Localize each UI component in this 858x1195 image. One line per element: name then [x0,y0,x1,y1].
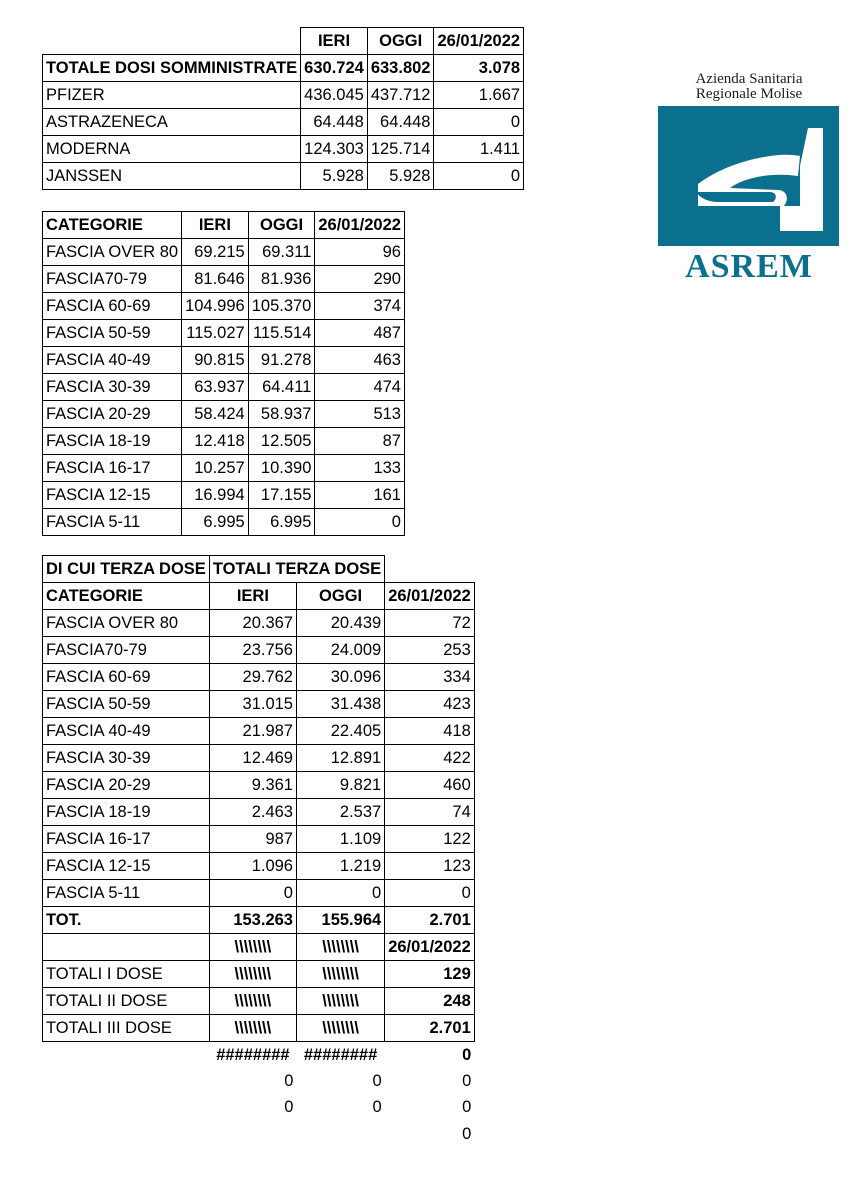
table-row [43,509,405,536]
overflow-cell: ######## [209,1042,296,1069]
header-date: 26/01/2022 [315,212,405,239]
cell-delta: 487 [315,320,405,347]
row-label: FASCIA 30-39 [43,745,210,772]
cell-ieri: 630.724 [301,55,368,82]
footer-row [43,1042,475,1069]
cell-ieri: 81.646 [182,266,249,293]
third-dose-title: DI CUI TERZA DOSE [43,556,210,583]
header-date: 26/01/2022 [385,934,475,961]
table-row [43,239,405,266]
table-row [43,320,405,347]
footer-value: 0 [385,1042,475,1069]
cell-delta: 96 [315,239,405,266]
footer-row [43,1094,475,1120]
cell-oggi: 2.537 [296,799,384,826]
cell-ieri: 12.469 [209,745,296,772]
header-oggi: OGGI [296,583,384,610]
footer-value: 0 [372,1072,382,1091]
row-label: FASCIA 16-17 [43,455,182,482]
cell-oggi: 6.995 [248,509,315,536]
hatch-cell: \\\\\\\\ [296,961,384,988]
row-label: FASCIA 18-19 [43,428,182,455]
cell-delta: 334 [385,664,475,691]
cell-ieri: 21.987 [209,718,296,745]
table-header-row [43,583,475,610]
cell-delta: 129 [385,961,475,988]
row-label: TOTALE DOSI SOMMINISTRATE [43,55,301,82]
cell-delta: 460 [385,772,475,799]
cell-ieri: 90.815 [182,347,249,374]
table-row [43,988,475,1015]
third-dose-table [42,555,475,1147]
logo-wordmark: ASREM [685,248,813,285]
row-label: FASCIA70-79 [43,266,182,293]
row-label: FASCIA 18-19 [43,799,210,826]
table-row [43,664,475,691]
doses-by-age-table [42,211,405,536]
cell-delta: 74 [385,799,475,826]
cell-ieri: 10.257 [182,455,249,482]
table-header-row [43,212,405,239]
logo-emblem-icon [658,106,839,246]
total-row [43,907,475,934]
footer-value: 0 [462,1124,472,1143]
cell-oggi: 58.937 [248,401,315,428]
cell-ieri: 2.463 [209,799,296,826]
table-row [43,455,405,482]
hatch-cell: \\\\\\\\ [209,934,296,961]
table-title-row [43,556,475,583]
table-row [43,610,475,637]
header-date: 26/01/2022 [434,28,524,55]
cell-delta: 463 [315,347,405,374]
row-label: FASCIA 40-49 [43,718,210,745]
cell-ieri: 9.361 [209,772,296,799]
cell-ieri: 436.045 [301,82,368,109]
row-label: FASCIA70-79 [43,637,210,664]
cell-oggi: 1.219 [296,853,384,880]
header-oggi: OGGI [367,28,434,55]
cell-oggi: 5.928 [367,163,434,190]
cell-oggi: 105.370 [248,293,315,320]
footer-value: 0 [462,1072,472,1091]
cell-oggi: 12.505 [248,428,315,455]
table-row [43,745,475,772]
footer-value: 0 [284,1072,294,1091]
cell-delta: 87 [315,428,405,455]
cell-delta: 2.701 [385,1015,475,1042]
cell-delta: 513 [315,401,405,428]
group-header: TOTALI TERZA DOSE [209,556,384,583]
cell-oggi: 31.438 [296,691,384,718]
cell-oggi: 20.439 [296,610,384,637]
cell-delta: 0 [385,880,475,907]
cell-oggi: 17.155 [248,482,315,509]
table-row [43,109,524,136]
header-ieri: IERI [301,28,368,55]
cell-ieri: 987 [209,826,296,853]
cell-ieri: 115.027 [182,320,249,347]
cell-delta: 0 [434,163,524,190]
cell-ieri: 58.424 [182,401,249,428]
cell-oggi: 24.009 [296,637,384,664]
row-label: FASCIA OVER 80 [43,610,210,637]
cell-ieri: 23.756 [209,637,296,664]
cell-delta: 418 [385,718,475,745]
header-categorie: CATEGORIE [43,212,182,239]
row-label: FASCIA 5-11 [43,880,210,907]
cell-oggi: 9.821 [296,772,384,799]
hatch-cell: \\\\\\\\ [296,934,384,961]
footer-value: 0 [372,1098,382,1117]
table-row [43,961,475,988]
table-row [43,163,524,190]
header-cell-empty [43,28,301,55]
table-row [43,482,405,509]
cell-oggi: 30.096 [296,664,384,691]
total-delta: 2.701 [385,907,475,934]
header-ieri: IERI [209,583,296,610]
logo-line-1: Azienda Sanitaria [695,71,803,87]
row-label: FASCIA 30-39 [43,374,182,401]
row-label: FASCIA 50-59 [43,320,182,347]
cell-delta: 423 [385,691,475,718]
cell-delta: 133 [315,455,405,482]
hatch-cell: \\\\\\\\ [296,988,384,1015]
cell-ieri: 1.096 [209,853,296,880]
cell-oggi: 437.712 [367,82,434,109]
asrem-logo [656,72,842,286]
cell-delta: 422 [385,745,475,772]
table-row [43,880,475,907]
cell-ieri: 12.418 [182,428,249,455]
row-label: FASCIA 20-29 [43,772,210,799]
cell-oggi: 64.448 [367,109,434,136]
cell-oggi: 10.390 [248,455,315,482]
cell-delta: 3.078 [434,55,524,82]
cell-oggi: 633.802 [367,55,434,82]
footer-empty [43,1094,210,1120]
total-oggi: 155.964 [296,907,384,934]
table-row [43,266,405,293]
cell-ieri: 63.937 [182,374,249,401]
cell-ieri: 6.995 [182,509,249,536]
cell-ieri: 20.367 [209,610,296,637]
header-date: 26/01/2022 [385,583,475,610]
total-ieri: 153.263 [209,907,296,934]
table-row [43,799,475,826]
cell-oggi: 125.714 [367,136,434,163]
footer-row [43,1121,475,1147]
table-row [43,428,405,455]
cell-ieri: 104.996 [182,293,249,320]
dose-totals-header-row [43,934,475,961]
row-label: JANSSEN [43,163,301,190]
cell-delta: 248 [385,988,475,1015]
row-label: TOTALI III DOSE [43,1015,210,1042]
row-label: PFIZER [43,82,301,109]
footer-empty [43,1121,210,1147]
cell-ieri: 31.015 [209,691,296,718]
table-row [43,347,405,374]
cell-delta: 123 [385,853,475,880]
cell-oggi: 22.405 [296,718,384,745]
cell-ieri: 124.303 [301,136,368,163]
table-row [43,55,524,82]
row-label: FASCIA 16-17 [43,826,210,853]
table-row [43,718,475,745]
header-ieri: IERI [182,212,249,239]
cell-oggi: 115.514 [248,320,315,347]
cell-delta: 0 [434,109,524,136]
table-row [43,374,405,401]
cell-delta: 253 [385,637,475,664]
table-row [43,637,475,664]
row-label: FASCIA 20-29 [43,401,182,428]
cell-ieri: 16.994 [182,482,249,509]
hatch-cell: \\\\\\\\ [209,961,296,988]
table-row [43,826,475,853]
cell-ieri: 69.215 [182,239,249,266]
row-label: TOTALI I DOSE [43,961,210,988]
footer-empty [43,1042,210,1069]
footer-empty [43,1068,210,1094]
cell-ieri: 64.448 [301,109,368,136]
cell-oggi: 64.411 [248,374,315,401]
table-header-row [43,28,524,55]
footer-empty [296,1121,384,1147]
table-row [43,1015,475,1042]
cell-delta: 374 [315,293,405,320]
table-row [43,772,475,799]
table-row [43,401,405,428]
table-row [43,293,405,320]
row-label: ASTRAZENECA [43,109,301,136]
cell-oggi: 91.278 [248,347,315,374]
cell-oggi: 1.109 [296,826,384,853]
cell-ieri: 5.928 [301,163,368,190]
footer-value: 0 [462,1098,472,1117]
cell-delta: 0 [315,509,405,536]
hatch-cell: \\\\\\\\ [209,988,296,1015]
row-label: MODERNA [43,136,301,163]
cell-oggi: 12.891 [296,745,384,772]
row-label: FASCIA 60-69 [43,293,182,320]
header-oggi: OGGI [248,212,315,239]
cell-oggi: 81.936 [248,266,315,293]
header-cell-empty [43,934,210,961]
row-label: FASCIA 60-69 [43,664,210,691]
row-label: FASCIA 12-15 [43,482,182,509]
table-row [43,82,524,109]
row-label: FASCIA 40-49 [43,347,182,374]
table-row [43,691,475,718]
hatch-cell: \\\\\\\\ [209,1015,296,1042]
overflow-cell: ######## [296,1042,384,1069]
footer-row [43,1068,475,1094]
cell-oggi: 69.311 [248,239,315,266]
doses-by-vaccine-table [42,27,524,190]
cell-oggi: 0 [296,880,384,907]
row-label: FASCIA 12-15 [43,853,210,880]
table-row [43,136,524,163]
hatch-cell: \\\\\\\\ [296,1015,384,1042]
logo-line-2: Regionale Molise [695,86,803,102]
cell-delta: 1.667 [434,82,524,109]
table-row [43,853,475,880]
row-label: FASCIA 5-11 [43,509,182,536]
cell-delta: 290 [315,266,405,293]
footer-empty [209,1121,296,1147]
cell-delta: 122 [385,826,475,853]
cell-delta: 161 [315,482,405,509]
row-label: FASCIA 50-59 [43,691,210,718]
cell-delta: 72 [385,610,475,637]
footer-value: 0 [284,1098,294,1117]
cell-delta: 474 [315,374,405,401]
cell-ieri: 29.762 [209,664,296,691]
row-label: TOTALI II DOSE [43,988,210,1015]
cell-ieri: 0 [209,880,296,907]
row-label: FASCIA OVER 80 [43,239,182,266]
header-categorie: CATEGORIE [43,583,210,610]
total-label: TOT. [43,907,210,934]
cell-delta: 1.411 [434,136,524,163]
header-cell-empty [385,556,475,583]
